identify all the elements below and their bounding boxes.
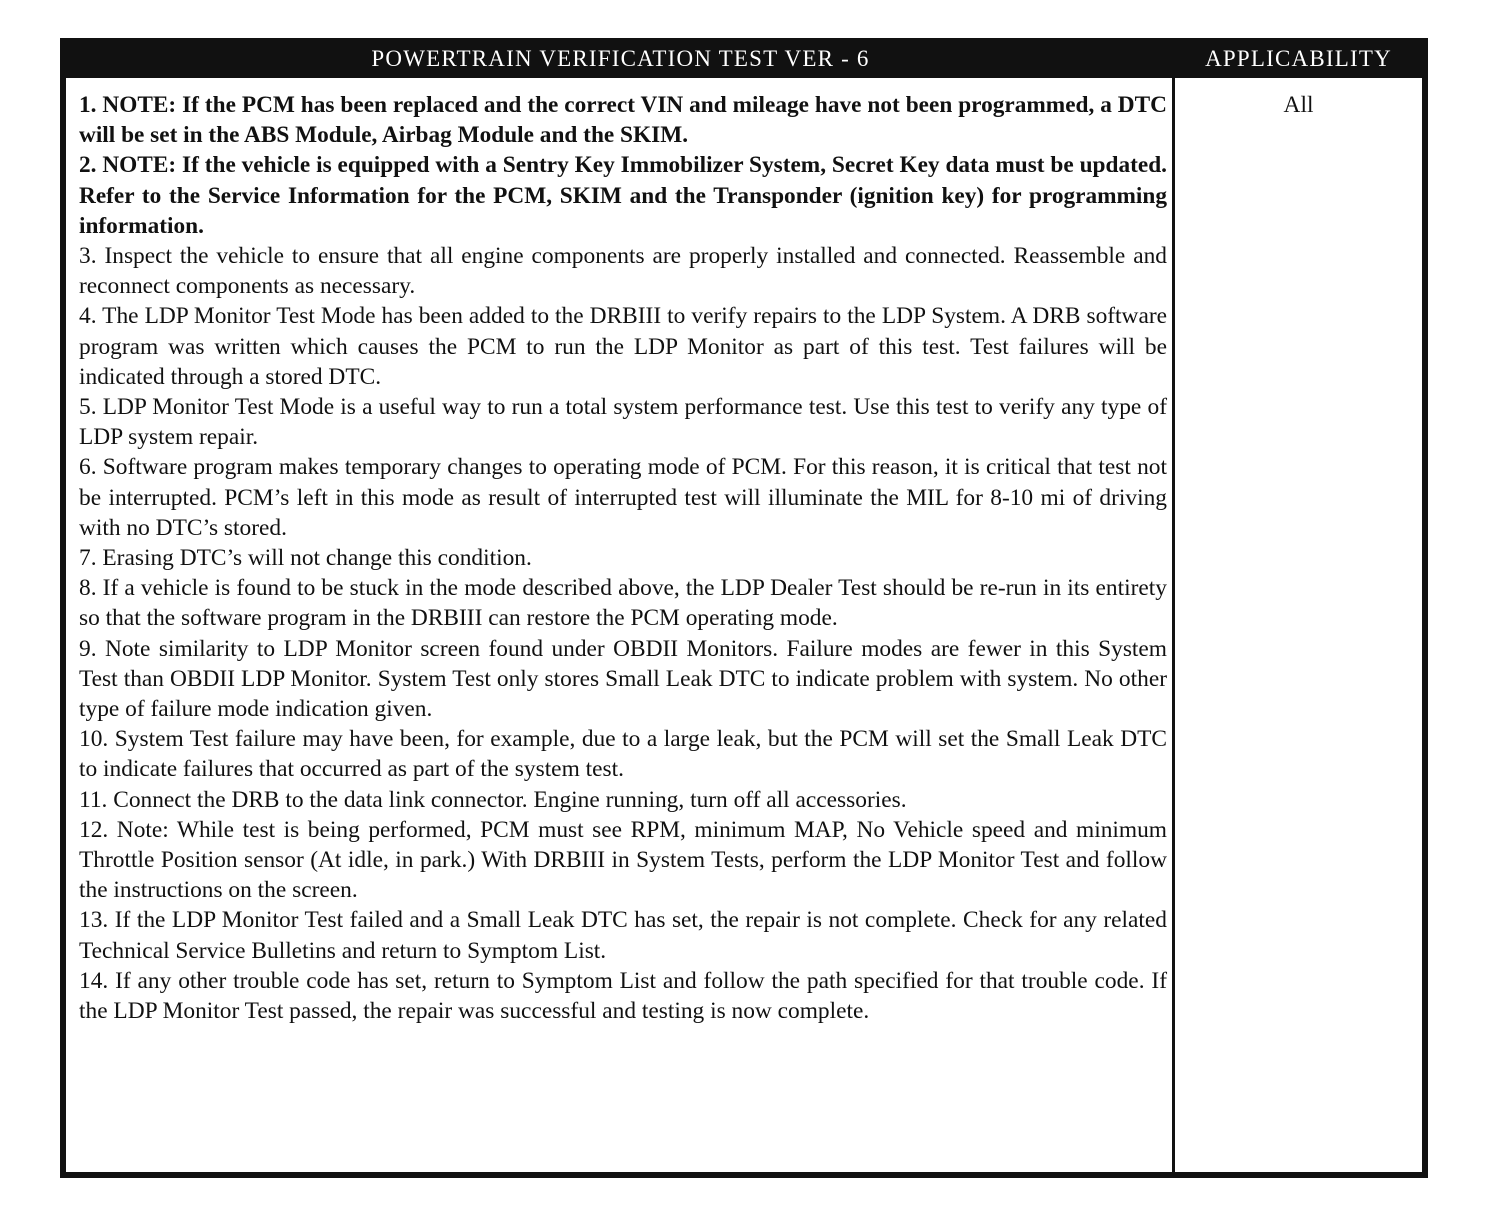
verification-test-table	[60, 38, 1428, 1178]
test-steps-cell	[79, 90, 1167, 1026]
step-13: 13. If the LDP Monitor Test failed and a Small Leak DTC has set, the repair is not complete. Check for any related Technical Service Bulletins and return to Symptom List.	[79, 907, 1167, 964]
step-10: 10. System Test failure may have been, for example, due to a large leak, but the PCM will set the Small Leak DTC to indicate failures that occurred as part of the system test.	[79, 726, 1167, 783]
table-header-row	[66, 40, 1422, 78]
step-8: 8. If a vehicle is found to be stuck in the mode described above, the LDP Dealer Test should be re-run in its entirety so that the software program in the DRBIII can restore the PCM operating mode.	[79, 575, 1167, 632]
step-6: 6. Software program makes temporary changes to operating mode of PCM. For this reason, it is critical that test not be interrupted. PCM’s left in this mode as result of interrupted test will illuminate the MIL for 8-10 mi of driving with no DTC’s stored.	[79, 454, 1167, 541]
step-5: 5. LDP Monitor Test Mode is a useful way to run a total system performance test. Use this test to verify any type of LDP system repair.	[79, 394, 1167, 451]
applicability-header: APPLICABILITY	[1205, 46, 1392, 71]
step-3: 3. Inspect the vehicle to ensure that all engine components are properly installed and connected. Reassemble and reconnect components as necessary.	[79, 243, 1167, 300]
step-14: 14. If any other trouble code has set, return to Symptom List and follow the path specified for that trouble code. If the LDP Monitor Test passed, the repair was successful and testing is now complete.	[79, 967, 1167, 1025]
step-12: 12. Note: While test is being performed, PCM must see RPM, minimum MAP, No Vehicle speed and minimum Throttle Position sensor (At idle, in park.) With DRBIII in System Tests, perform the LDP Monitor Test and follow the instructions on the screen.	[79, 816, 1167, 904]
column-divider	[1172, 78, 1175, 1174]
step-11: 11. Connect the DRB to the data link connector. Engine running, turn off all accessories.	[79, 786, 907, 813]
step-1-note: 1. NOTE: If the PCM has been replaced and the correct VIN and mileage have not been programmed, a DTC will be set in the ABS Module, Airbag Module and the SKIM.	[79, 92, 1167, 149]
test-title-header: POWERTRAIN VERIFICATION TEST VER - 6	[371, 46, 870, 71]
step-9: 9. Note similarity to LDP Monitor screen found under OBDII Monitors. Failure modes are fewer in this System Test than OBDII LDP Monitor. System Test only stores Small Leak DTC to indicate problem with system. No other type of failure mode indication given.	[79, 635, 1167, 723]
applicability-value: All	[1283, 92, 1314, 118]
step-4: 4. The LDP Monitor Test Mode has been added to the DRBIII to verify repairs to the LDP System. A DRB software program was written which causes the PCM to run the LDP Monitor as part of this test. Test failures will be indicated through a stored DTC.	[79, 303, 1167, 390]
step-2-note: 2. NOTE: If the vehicle is equipped with a Sentry Key Immobilizer System, Secret Key data must be updated. Refer to the Service Information for the PCM, SKIM and the Transponder (ignition key) for programming information.	[79, 152, 1167, 239]
step-7: 7. Erasing DTC’s will not change this condition.	[79, 545, 532, 572]
